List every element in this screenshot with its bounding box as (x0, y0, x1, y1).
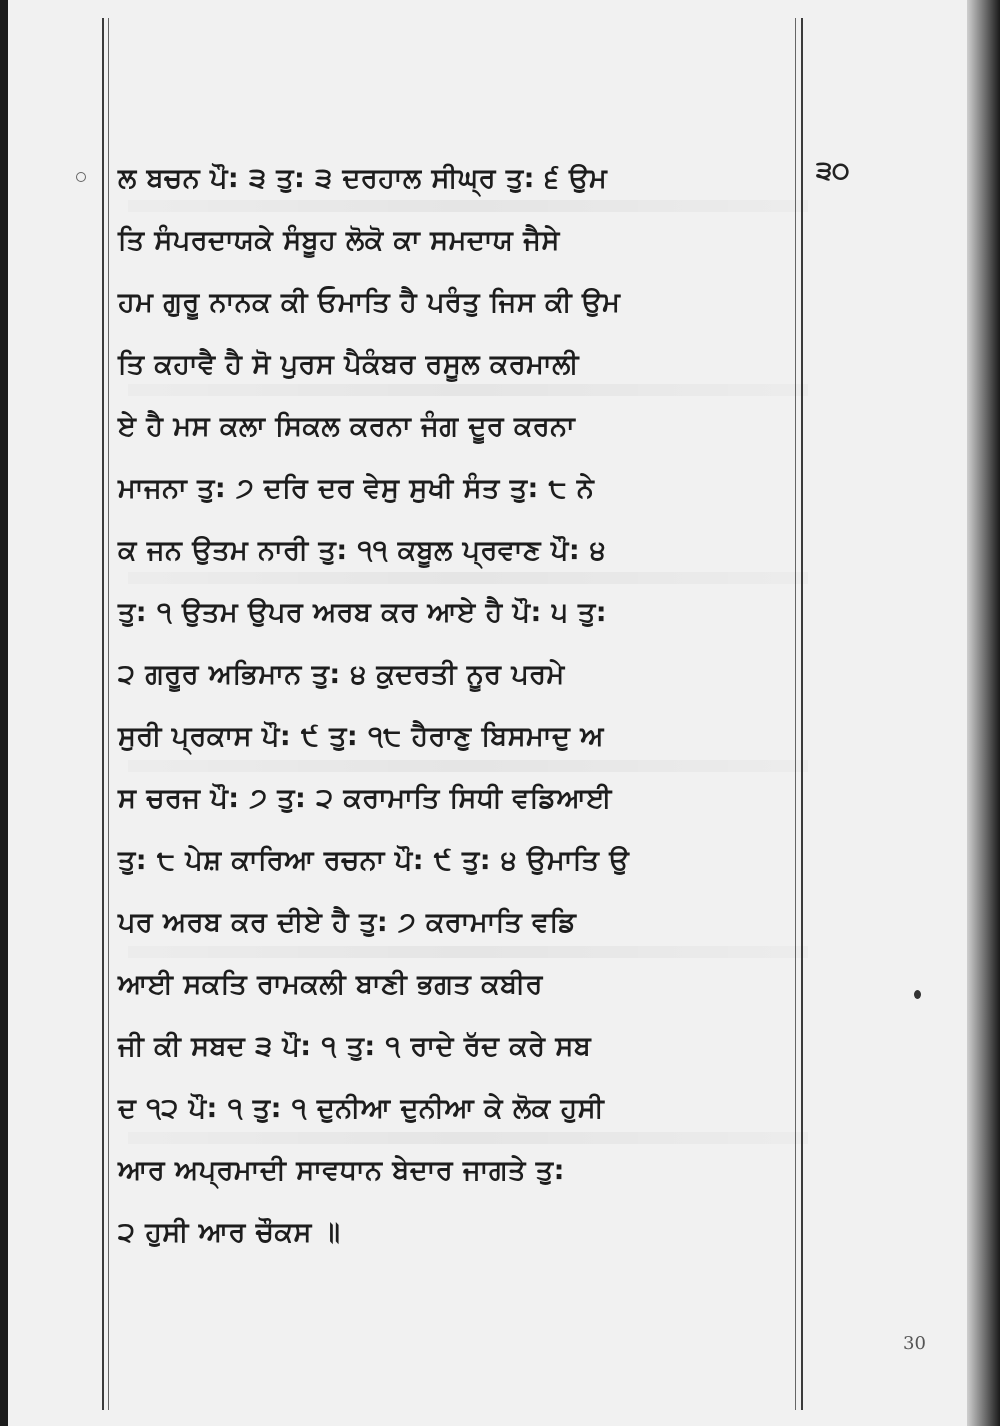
scan-left-edge (0, 0, 8, 1426)
manuscript-leaf (8, 0, 967, 1426)
text-line: ੨ ਗਰੂਰ ਅਭਿਮਾਨ ਤੁ: ੪ ਕੁਦਰਤੀ ਨੂਰ ਪਰਮੇ (118, 659, 565, 690)
manuscript-text (118, 148, 818, 1264)
text-line: ਏ ਹੈ ਮਸ ਕਲਾ ਸਿਕਲ ਕਰਨਾ ਜੰਗ ਦੂਰ ਕਰਨਾ (118, 411, 576, 442)
left-margin-rule-inner (108, 18, 109, 1410)
text-line: ੨ ਹੁਸੀ ਆਰ ਚੌਕਸ ॥ (118, 1217, 341, 1248)
text-line: ਲ ਬਚਨ ਪੌ: ੩ ਤੁ: ੩ ਦਰਹਾਲ ਸੀਘ੍ਰ ਤੁ: ੬ ਉਮ (118, 163, 608, 194)
left-margin-rule (102, 18, 104, 1410)
text-line: ਹਮ ਗੁਰੂ ਨਾਨਕ ਕੀ ਓਮਾਤਿ ਹੈ ਪਰੰਤੁ ਜਿਸ ਕੀ ਉਮ (118, 287, 621, 318)
text-line: ਤੁ: ੧ ਉਤਮ ਉਪਰ ਅਰਬ ਕਰ ਆਏ ਹੈ ਪੌ: ੫ ਤੁ: (118, 597, 608, 628)
text-line: ਤੁ: ੮ ਪੇਸ਼ ਕਾਰਿਆ ਰਚਨਾ ਪੌ: ੯ ਤੁ: ੪ ਉਮਾਤਿ ਉ (118, 845, 630, 876)
text-line: ਸ ਚਰਜ ਪੌ: ੭ ਤੁ: ੨ ਕਰਾਮਾਤਿ ਸਿਧੀ ਵਡਿਆਈ (118, 783, 612, 814)
margin-circle-mark (76, 172, 86, 182)
page-number: 30 (903, 1333, 926, 1354)
text-line: ਦ ੧੨ ਪੌ: ੧ ਤੁ: ੧ ਦੁਨੀਆ ਦੁਨੀਆ ਕੇ ਲੋਕ ਹੁਸੀ (118, 1093, 605, 1124)
text-line: ਕ ਜਨ ਉਤਮ ਨਾਰੀ ਤੁ: ੧੧ ਕਬੂਲ ਪ੍ਰਵਾਣ ਪੌ: ੪ (118, 535, 607, 566)
text-line: ਪਰ ਅਰਬ ਕਰ ਦੀਏ ਹੈ ਤੁ: ੭ ਕਰਾਮਾਤਿ ਵਡਿ (118, 907, 577, 938)
text-line: ਆਰ ਅਪ੍ਰਮਾਦੀ ਸਾਵਧਾਨ ਬੇਦਾਰ ਜਾਗਤੇ ਤੁ: (118, 1155, 565, 1186)
text-line: ਤਿ ਸੰਪਰਦਾਯਕੇ ਸੰਬੂਹ ਲੋਕੋ ਕਾ ਸਮਦਾਯ ਜੈਸੇ (118, 225, 560, 256)
ink-blot (914, 990, 921, 999)
scan-right-edge (967, 0, 1000, 1426)
text-line: ਮਾਜਨਾ ਤੁ: ੭ ਦਰਿ ਦਰ ਵੇਸੁ ਸੁਖੀ ਸੰਤ ਤੁ: ੮ ਨੇ (118, 473, 595, 504)
text-line: ਤਿ ਕਹਾਵੈ ਹੈ ਸੋ ਪੁਰਸ ਪੈਕੰਬਰ ਰਸੂਲ ਕਰਮਾਲੀ (118, 349, 579, 380)
text-line: ਸੁਰੀ ਪ੍ਰਕਾਸ ਪੌ: ੯ ਤੁ: ੧੮ ਹੈਰਾਣੁ ਬਿਸਮਾਦੁ ਅ (118, 721, 605, 752)
text-line: ਆਈ ਸਕਤਿ ਰਾਮਕਲੀ ਬਾਣੀ ਭਗਤ ਕਬੀਰ (118, 969, 543, 1000)
text-line: ਜੀ ਕੀ ਸਬਦ ੩ ਪੌ: ੧ ਤੁ: ੧ ਰਾਦੇ ਰੱਦ ਕਰੇ ਸਬ (118, 1031, 592, 1062)
folio-marker: ੩੦ (816, 156, 850, 186)
